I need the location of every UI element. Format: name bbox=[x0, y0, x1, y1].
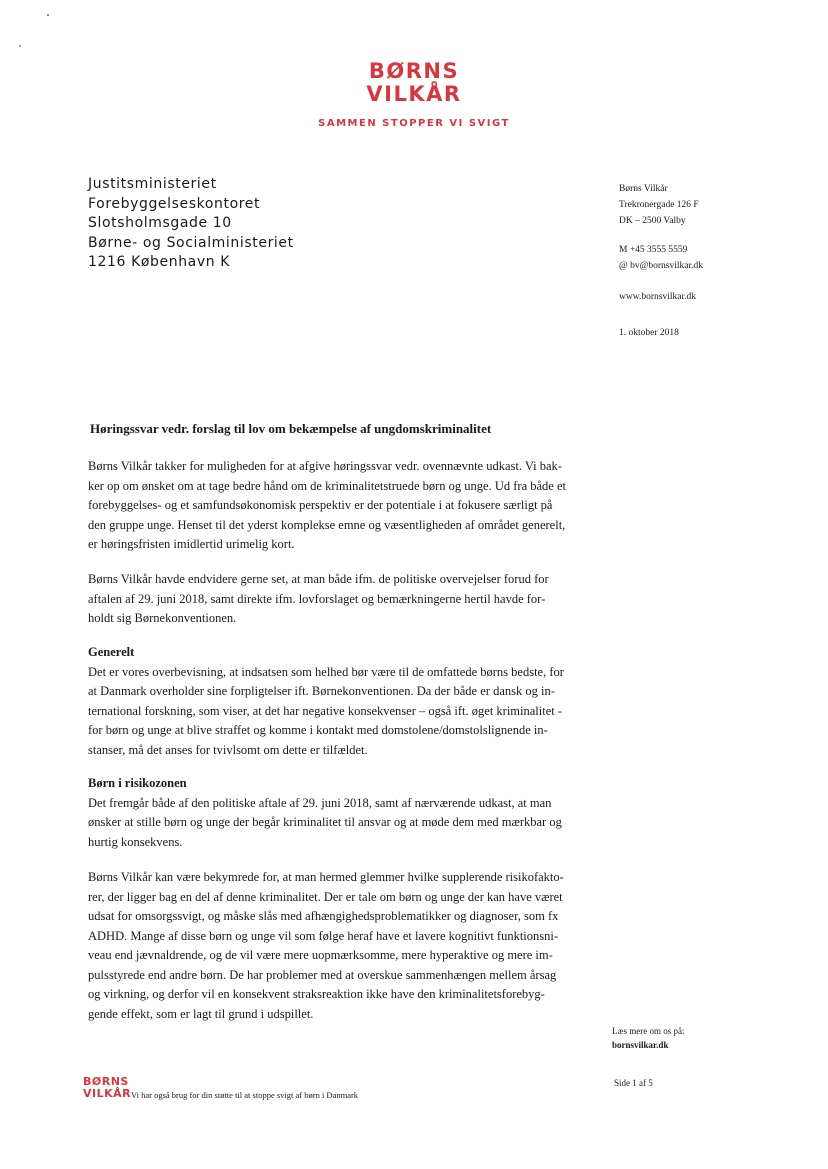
section-title-generelt: Generelt bbox=[88, 645, 135, 659]
sender-web: www.bornsvilkar.dk bbox=[619, 292, 696, 302]
recipient-address bbox=[88, 175, 294, 273]
text-line: udsat for omsorgssvigt, og måske slås med afhængighedsproblematikker og diagnoser, som fx bbox=[88, 909, 559, 923]
text-line: at Danmark overholder sine forpligtelser ift. Børnekonventionen. Da der både er dansk og in- bbox=[88, 684, 555, 698]
text-line: rer, der ligger bag en del af denne kriminalitet. Der er tale om børn og unge der kan have været bbox=[88, 889, 563, 904]
text-line: Børns Vilkår kan være bekymrede for, at man hermed glemmer hvilke supplerende risikofakto- bbox=[88, 870, 564, 884]
sender-name: Børns Vilkår bbox=[619, 184, 668, 194]
text-line: er høringsfristen imidlertid urimelig kort. bbox=[88, 537, 295, 551]
paragraph-intro bbox=[88, 457, 600, 555]
text-line: stanser, må det anses for tvivlsomt om dette er tilfældet. bbox=[88, 742, 368, 757]
text-line: Det er vores overbevisning, at indsatsen som helhed bør være til de omfattede børns bedste, for bbox=[88, 664, 564, 679]
header-logo bbox=[0, 60, 828, 129]
footer-logo-line-1: BØRNS bbox=[83, 1075, 129, 1088]
side-note bbox=[612, 1024, 685, 1052]
text-line: ADHD. Mange af disse børn og unge vil som følge heraf have et lavere kognitivt funktionsni- bbox=[88, 928, 559, 943]
side-note-link[interactable] bbox=[612, 1038, 685, 1052]
page-number: Side 1 af 5 bbox=[614, 1078, 653, 1088]
sender-address bbox=[619, 181, 699, 229]
sender-contact bbox=[619, 242, 703, 274]
logo-line-2: VILKÅR bbox=[366, 82, 462, 106]
text-line: pulsstyrede end andre børn. De har problemer med at overskue sammenhængen mellem årsag bbox=[88, 967, 557, 982]
text-line: ternational forskning, som viser, at det har negative konsekvenser – også ift. øget kriminalitet - bbox=[88, 703, 563, 718]
letter-heading: Høringssvar vedr. forslag til lov om bekæmpelse af ungdomskriminalitet bbox=[90, 421, 492, 436]
side-note-line: Læs mere om os på: bbox=[612, 1026, 685, 1036]
text-line: aftalen af 29. juni 2018, samt direkte ifm. lovforslaget og bemærkningerne hertil havde for- bbox=[88, 591, 546, 606]
text-line: Børns Vilkår havde endvidere gerne set, at man både ifm. de politiske overvejelser forud for bbox=[88, 572, 549, 586]
text-line: forebyggelses- og et samfundsøkonomisk perspektiv er der potentiale i at fokusere særligt på bbox=[88, 498, 553, 512]
section-generelt bbox=[88, 643, 600, 760]
recipient-line: Børne- og Socialministeriet bbox=[88, 234, 294, 251]
footer-text: Vi har også brug for din støtte til at stoppe svigt af børn i Danmark bbox=[131, 1090, 359, 1100]
recipient-line: Slotsholmsgade 10 bbox=[88, 215, 232, 231]
recipient-line: Justitsministeriet bbox=[88, 176, 217, 192]
footer-logo bbox=[83, 1076, 131, 1100]
paragraph-risk-factors bbox=[88, 868, 600, 1024]
sender-phone: M +45 3555 5559 bbox=[619, 245, 688, 255]
text-line: Børns Vilkår takker for muligheden for at afgive høringssvar vedr. ovennævnte udkast. Vi bak- bbox=[88, 459, 562, 473]
text-line: og virkning, og derfor vil en konsekvent straksreaktion ikke have den kriminalitetsforebyg- bbox=[88, 987, 545, 1001]
section-title-risikozonen: Børn i risikozonen bbox=[88, 776, 187, 790]
sender-email: @ bv@bornsvilkar.dk bbox=[619, 261, 703, 271]
text-line: den gruppe unge. Henset til det yderst komplekse emne og væsentligheden af området generelt, bbox=[88, 517, 566, 532]
scan-speck bbox=[19, 45, 21, 47]
section-risikozonen bbox=[88, 774, 600, 852]
text-line: for børn og unge at blive straffet og komme i kontakt med domstolene/domstolslignende in- bbox=[88, 723, 548, 737]
text-line: holdt sig Børnekonventionen. bbox=[88, 611, 237, 625]
footer-logo-line-2: VILKÅR bbox=[83, 1087, 132, 1100]
text-line: Det fremgår både af den politiske aftale af 29. juni 2018, samt af nærværende udkast, at man bbox=[88, 795, 552, 810]
side-note-url: bornsvilkar.dk bbox=[612, 1040, 669, 1050]
letter-date: 1. oktober 2018 bbox=[619, 328, 679, 338]
text-line: veau end jævnaldrende, og de vil være mere uopmærksomme, mere hyperaktive og mere im- bbox=[88, 948, 553, 962]
recipient-line: Forebyggelseskontoret bbox=[88, 195, 261, 212]
sender-city: DK – 2500 Valby bbox=[619, 216, 686, 226]
logo-tagline: SAMMEN STOPPER VI SVIGT bbox=[318, 118, 510, 129]
text-line: gende effekt, som er lagt til grund i udspillet. bbox=[88, 1006, 314, 1021]
text-line: ker op om ønsket om at tage bedre hånd om de kriminalitetstruede børn og unge. Ud fra både et bbox=[88, 478, 566, 493]
paragraph-convention bbox=[88, 570, 600, 629]
recipient-line: 1216 København K bbox=[88, 254, 231, 270]
text-line: hurtig konsekvens. bbox=[88, 834, 183, 849]
sender-street: Trekronergade 126 F bbox=[619, 200, 699, 210]
scan-speck bbox=[47, 14, 49, 16]
logo-line-1: BØRNS bbox=[368, 59, 460, 83]
text-line: ønsker at stille børn og unge der begår kriminalitet til ansvar og at møde dem med mærkbar og bbox=[88, 815, 562, 829]
